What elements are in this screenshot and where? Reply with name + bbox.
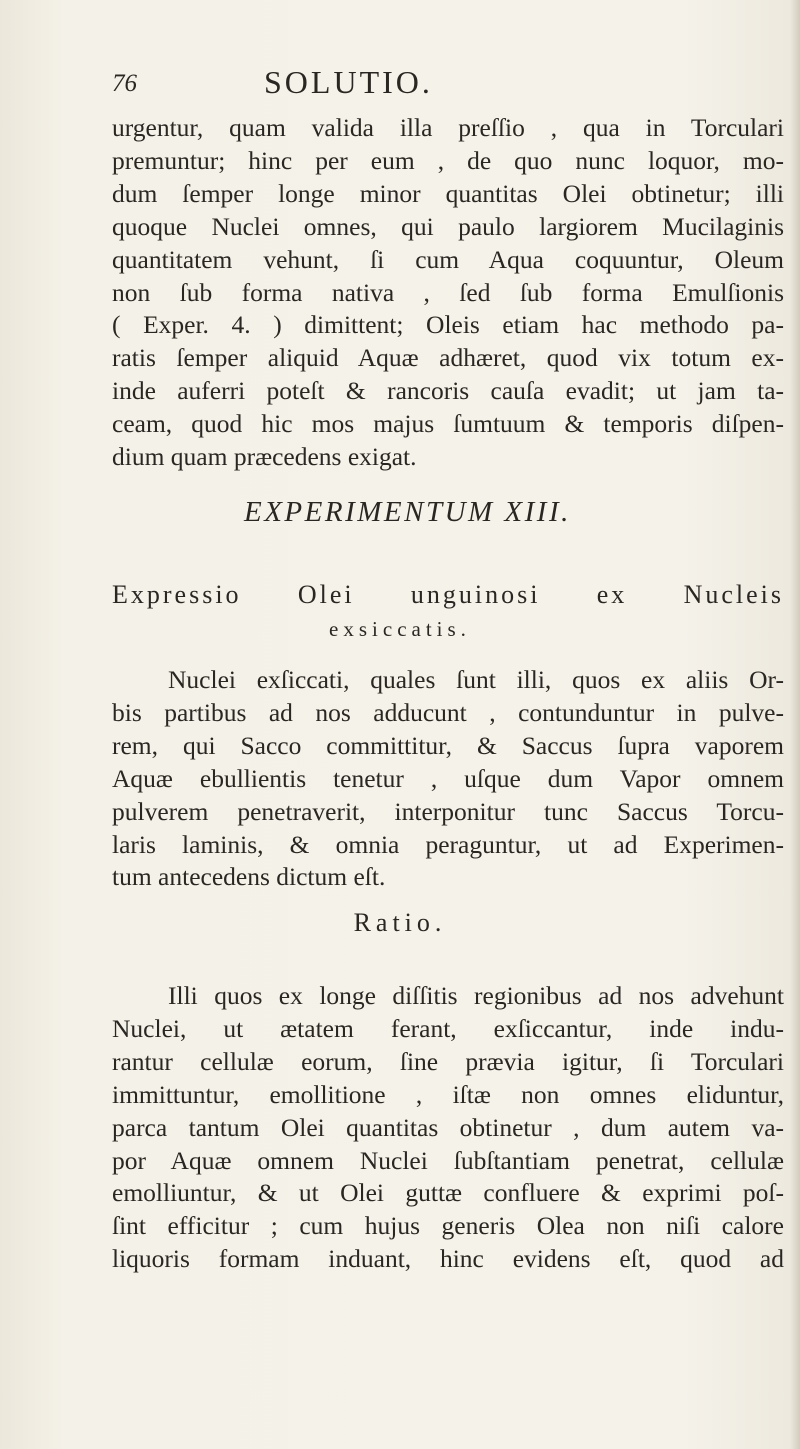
text-line: inde auferri poteſt & rancoris cauſa evadit; ut jam ta-	[112, 376, 784, 406]
text-line: dum ſemper longe minor quantitas Olei obtinetur; illi	[112, 178, 784, 208]
paragraph-ratio	[112, 980, 784, 1276]
text-line: bis partibus ad nos adducunt , contunduntur in pulve-	[112, 697, 784, 727]
text-line: Nuclei, ut ætatem ferant, exſiccantur, inde indu-	[112, 1013, 784, 1043]
text-line: Aquæ ebullientis tenetur , uſque dum Vapor omnem	[112, 763, 784, 793]
text-line: ceam, quod hic mos majus ſumtuum & temporis diſpen-	[112, 409, 784, 439]
experiment-heading: EXPERIMENTUM XIII.	[244, 496, 571, 528]
text-line: por Aquæ omnem Nuclei ſubſtantiam penetrat, cellulæ	[112, 1145, 784, 1175]
page-number: 76	[112, 70, 137, 97]
paragraph-procedure	[112, 664, 784, 894]
text-line: Illi quos ex longe diſſitis regionibus ad nos advehunt	[168, 981, 784, 1010]
text-line: urgentur, quam valida illa preſſio , qua in Torculari	[112, 113, 784, 142]
text-line: quantitatem vehunt, ſi cum Aqua coquuntur, Oleum	[112, 244, 784, 274]
text-line: dium quam præcedens exigat.	[112, 442, 417, 472]
text-line: rem, qui Sacco committitur, & Saccus ſupra vaporem	[112, 730, 784, 760]
text-line: ſint efficitur ; cum hujus generis Olea non niſi calore	[112, 1211, 784, 1241]
text-line: tum antecedens dictum eſt.	[112, 862, 386, 892]
text-line: pulverem penetraverit, interponitur tunc Saccus Torcu-	[112, 796, 784, 826]
running-head: SOLUTIO.	[264, 64, 433, 100]
ratio-heading: Ratio.	[353, 908, 447, 937]
section-title-line-1: Expressio Olei unguinosi ex Nucleis	[112, 580, 784, 609]
text-line: non ſub forma nativa , ſed ſub forma Emulſionis	[112, 277, 784, 307]
text-line: ratis ſemper aliquid Aquæ adhæret, quod vix totum ex-	[112, 343, 784, 373]
text-line: parca tantum Olei quantitas obtinetur , dum autem va-	[112, 1112, 784, 1142]
page-edge-shadow	[790, 0, 800, 1449]
text-line: premuntur; hinc per eum , de quo nunc loquor, mo-	[112, 145, 784, 175]
paragraph-continuation	[112, 112, 784, 474]
text-line: quoque Nuclei omnes, qui paulo largiorem Mucilaginis	[112, 211, 784, 241]
text-line: Nuclei exſiccati, quales ſunt illi, quos ex aliis Or-	[168, 665, 784, 694]
text-line: ( Exper. 4. ) dimittent; Oleis etiam hac methodo pa-	[112, 310, 784, 340]
text-line: laris laminis, & omnia peraguntur, ut ad Experimen-	[112, 829, 784, 859]
text-line: rantur cellulæ eorum, ſine prævia igitur, ſi Torculari	[112, 1046, 784, 1076]
page-header	[112, 64, 772, 104]
text-line: liquoris formam induant, hinc evidens eſt, quod ad	[112, 1244, 784, 1274]
text-line: immittuntur, emollitione , iſtæ non omnes eliduntur,	[112, 1079, 784, 1109]
text-line: emolliuntur, & ut Olei guttæ confluere & exprimi poſ-	[112, 1178, 784, 1208]
section-title-line-2: exsiccatis.	[329, 617, 471, 641]
